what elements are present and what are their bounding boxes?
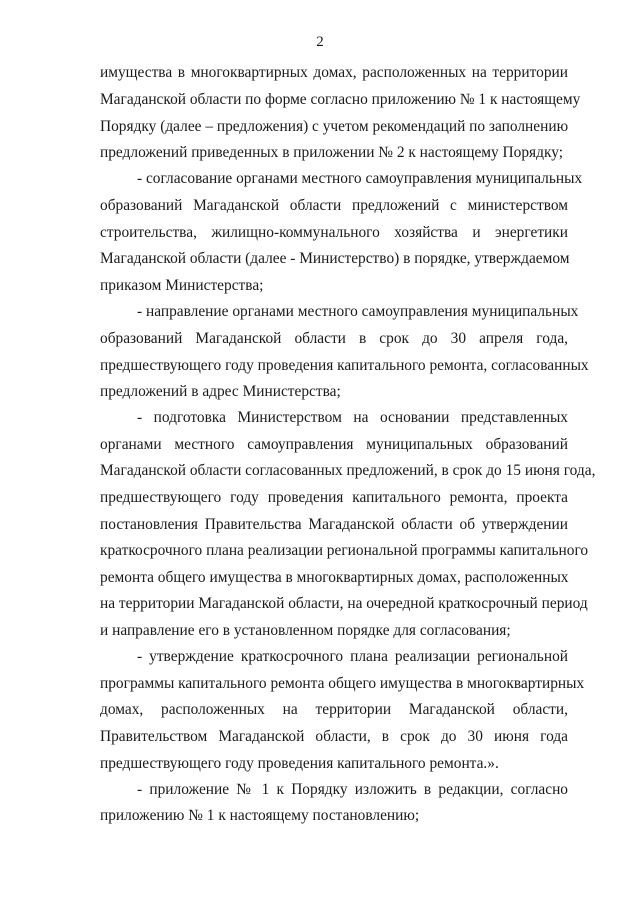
text-line: Магаданской области согласованных предложений, в срок до 15 июня года, [100,462,596,479]
text-line: образований Магаданской области в срок до 30 апреля года, [100,330,568,347]
text-line: предложений в адрес Министерства; [100,383,341,400]
text-line: имущества в многоквартирных домах, расположенных на территории [100,64,568,81]
text-line: домах, расположенных на территории Магаданской области, [100,701,568,718]
text-line: и направление его в установленном порядке для согласования; [100,622,511,639]
page-number: 2 [316,34,324,50]
text-line: программы капитального ремонта общего имущества в многоквартирных [100,675,585,692]
text-line: строительства, жилищно-коммунального хозяйства и энергетики [100,224,568,241]
text-line: приказом Министерства; [100,277,264,294]
text-line: ремонта общего имущества в многоквартирных домах, расположенных [100,569,569,586]
text-line: предшествующего году проведения капитального ремонта, проекта [100,489,568,506]
text-line: предшествующего году проведения капитального ремонта.». [100,755,499,772]
text-line: приложению № 1 к настоящему постановлению; [100,807,420,824]
list-item-first-line: - утверждение краткосрочного плана реализации региональной [137,648,568,665]
text-line: на территории Магаданской области, на очередной краткосрочный период [100,595,588,612]
text-line: Магаданской области по форме согласно приложению № 1 к настоящему [100,91,581,108]
text-line: образований Магаданской области предложений с министерством [100,197,568,214]
list-item-first-line: - подготовка Министерством на основании представленных [137,409,568,426]
text-line: Магаданской области (далее - Министерство) в порядке, утверждаемом [100,250,570,267]
text-line: предшествующего году проведения капитального ремонта, согласованных [100,357,589,374]
list-item-first-line: - согласование органами местного самоуправления муниципальных [137,170,583,187]
text-line: предложений приведенных в приложении № 2 к настоящему Порядку; [100,144,563,161]
text-line: краткосрочного плана реализации региональной программы капитального [100,542,589,559]
text-line: органами местного самоуправления муниципальных образований [100,436,568,453]
list-item-first-line: - приложение № 1 к Порядку изложить в редакции, согласно [137,781,568,798]
text-line: постановления Правительства Магаданской области об утверждении [100,516,568,533]
list-item-first-line: - направление органами местного самоуправления муниципальных [137,303,579,320]
text-line: Порядку (далее – предложения) с учетом рекомендаций по заполнению [100,118,569,135]
text-line: Правительством Магаданской области, в срок до 30 июня года [100,728,568,745]
